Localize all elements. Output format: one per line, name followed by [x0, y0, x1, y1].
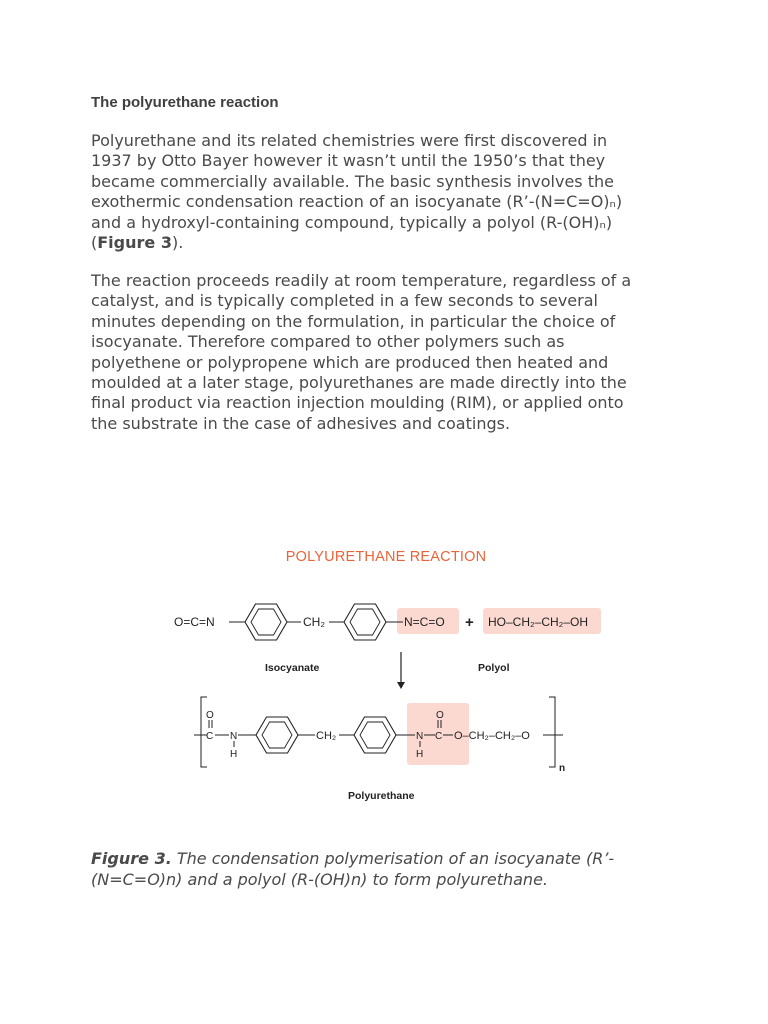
paragraph-line: 1937 by Otto Bayer however it wasn’t until the 1950’s that they — [91, 151, 606, 171]
benzene-ring-icon — [354, 717, 396, 753]
caption-line: (N=C=O)n) and a polyol (R-(OH)n) to form polyurethane. — [91, 869, 548, 889]
methylene-group: CH₂ — [316, 730, 337, 742]
polyol-chain: O–CH₂–CH₂–O — [454, 730, 530, 742]
paragraph-line: Polyurethane and its related chemistries were first discovered in — [91, 131, 608, 150]
reaction-scheme — [131, 530, 641, 830]
label-polyol: Polyol — [478, 662, 510, 674]
paragraph-reaction — [91, 271, 681, 434]
methylene-group: CH₂ — [303, 615, 325, 629]
paragraph-line: and a hydroxyl-containing compound, typically a polyol (R-(OH)ₙ) — [91, 212, 613, 232]
urethane-nitrogen: N — [416, 731, 424, 742]
figure-title: POLYURETHANE REACTION — [285, 549, 487, 565]
paragraph-line: moulded at a later stage, polyurethanes are made directly into the — [91, 373, 627, 393]
caption-line: Figure 3. The condensation polymerisation of an isocyanate (R’- — [91, 849, 615, 868]
urethane-carbonyl-oxygen: O — [436, 710, 444, 721]
paragraph-line: polyethene or polypropene which are produced then heated and — [91, 352, 609, 372]
urethane-carbonyl-carbon: C — [435, 731, 443, 742]
isocyanate-left-group: O=C=N — [174, 615, 215, 629]
paragraph-line: final product via reaction injection moulding (RIM), or applied onto — [91, 393, 624, 413]
paragraph-line-last: (Figure 3). — [91, 233, 184, 253]
paragraph-line: catalyst, and is typically completed in a few seconds to several — [91, 291, 598, 311]
benzene-ring-icon — [245, 604, 287, 640]
paragraph-line: minutes depending on the formulation, in particular the choice of — [91, 311, 616, 331]
paragraph-line: isocyanate. Therefore compared to other polymers such as — [91, 332, 565, 352]
carbonyl-carbon-left: C — [206, 731, 214, 742]
reaction-figure — [131, 530, 641, 830]
amine-nitrogen-left: N — [230, 731, 238, 742]
benzene-ring-icon — [344, 604, 386, 640]
paragraph-line: exothermic condensation reaction of an isocyanate (R’-(N=C=O)ₙ) — [91, 192, 623, 212]
section-heading: The polyurethane reaction — [91, 94, 279, 111]
repeat-subscript: n — [559, 763, 566, 774]
figure-reference: Figure 3 — [97, 233, 172, 253]
polyol-formula: HO–CH₂–CH₂–OH — [488, 615, 589, 629]
urethane-hydrogen: H — [416, 749, 424, 760]
plus-sign: + — [465, 614, 474, 631]
caption-label: Figure 3. — [91, 849, 172, 868]
label-isocyanate: Isocyanate — [265, 662, 320, 674]
paragraph-line: the substrate in the case of adhesives and coatings. — [91, 413, 511, 433]
paragraph-line: The reaction proceeds readily at room temperature, regardless of a — [91, 271, 632, 290]
label-polyurethane: Polyurethane — [348, 790, 415, 802]
benzene-ring-icon — [256, 717, 298, 753]
reaction-arrow-icon — [397, 652, 405, 689]
paragraph-intro — [91, 131, 681, 253]
figure-caption — [91, 849, 681, 890]
carbonyl-oxygen-left: O — [206, 710, 214, 721]
paragraph-line: became commercially available. The basic synthesis involves the — [91, 171, 614, 191]
isocyanate-right-group: N=C=O — [404, 615, 445, 629]
amine-hydrogen-left: H — [230, 749, 238, 760]
